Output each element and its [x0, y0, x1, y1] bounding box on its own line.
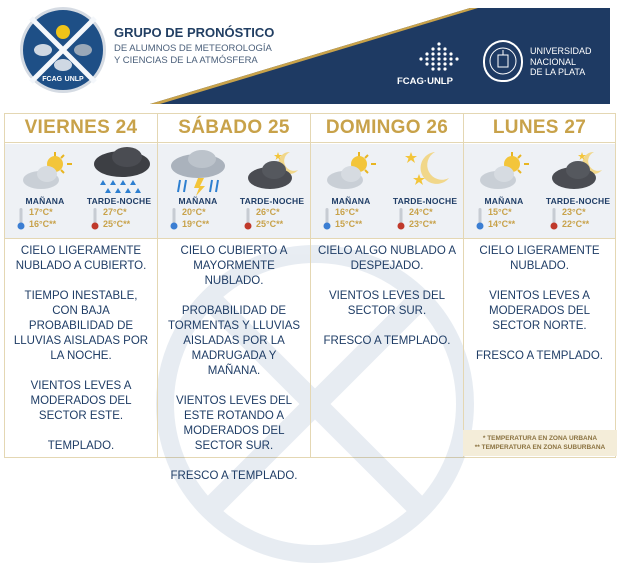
morning-period — [317, 196, 385, 229]
unlp-line2: NACIONAL — [530, 56, 577, 67]
evening-period — [391, 196, 459, 229]
desc-line: CIELO LIGERAMENTE NUBLADO A CUBIERTO. — [15, 245, 147, 272]
day-column — [311, 114, 464, 457]
temp-urban: 17°C* — [29, 207, 53, 217]
evening-label: TARDE-NOCHE — [545, 196, 611, 206]
thermometer-cold-icon — [17, 208, 25, 230]
temp-suburban: 22°C** — [562, 219, 590, 229]
morning-period — [470, 196, 538, 229]
desc-line: CIELO LIGERAMENTE NUBLADO. — [479, 245, 600, 272]
desc-line: VIENTOS LEVES A MODERADOS DEL SECTOR ESTE. — [30, 380, 132, 422]
moon-stars-icon — [397, 148, 453, 194]
temperature-note — [463, 430, 617, 456]
group-subtitle-line1: DE ALUMNOS DE METEOROLOGÍA — [114, 43, 272, 54]
thermometer-hot-icon — [91, 208, 99, 230]
evening-temps — [256, 206, 283, 230]
desc-line: TIEMPO INESTABLE, CON BAJA PROBABILIDAD DE LLUVIAS AISLADAS POR LA NOCHE. — [13, 290, 149, 362]
sun-cloud-icon — [19, 150, 75, 192]
unlp-line3: DE LA PLATA — [530, 67, 586, 77]
desc-line: VIENTOS LEVES DEL SECTOR SUR. — [328, 290, 446, 317]
weather-panel — [464, 144, 615, 239]
evening-label: TARDE-NOCHE — [239, 196, 305, 206]
thermometer-cold-icon — [170, 208, 178, 230]
group-subtitle — [114, 43, 284, 67]
morning-label: MAÑANA — [484, 196, 524, 206]
morning-period — [11, 196, 79, 229]
day-header: LUNES 27 — [464, 114, 615, 143]
temp-suburban: 25°C** — [103, 219, 131, 229]
morning-label: MAÑANA — [178, 196, 218, 206]
note-urban: * TEMPERATURA EN ZONA URBANA — [482, 435, 598, 442]
temp-urban: 26°C* — [256, 207, 280, 217]
morning-temps — [29, 206, 56, 230]
sun-cloud-icon — [476, 150, 532, 192]
storm-cloud-icon — [168, 148, 230, 198]
weather-panel — [311, 144, 463, 239]
logo-caption: FCAG — [42, 76, 63, 83]
desc-line: FRESCO A TEMPLADO. — [476, 350, 603, 362]
day-column — [158, 114, 311, 482]
logo-caption-sub: UNLP — [64, 76, 84, 83]
group-subtitle-line2: Y CIENCIAS DE LA ATMÓSFERA — [114, 55, 258, 66]
desc-line: PROBABILIDAD DE TORMENTAS Y LLUVIAS AISLADAS POR LA MADRUGADA Y MAÑANA. — [167, 305, 301, 377]
unlp-seal-icon — [483, 40, 523, 82]
thermometer-hot-icon — [397, 208, 405, 230]
group-title: GRUPO DE PRONÓSTICO — [114, 25, 275, 40]
desc-line: CIELO ALGO NUBLADO A DESPEJADO. — [317, 245, 457, 272]
weather-panel — [5, 144, 157, 239]
day-header: SÁBADO 25 — [158, 114, 310, 143]
desc-line: FRESCO A TEMPLADO. — [323, 335, 451, 347]
sun-cloud-icon — [323, 150, 379, 192]
evening-temps — [562, 206, 589, 230]
temp-suburban: 23°C** — [409, 219, 437, 229]
temp-urban: 27°C* — [103, 207, 127, 217]
forecast-description — [464, 244, 615, 379]
note-suburban: ** TEMPERATURA EN ZONA SUBURBANA — [474, 444, 606, 451]
temp-suburban: 19°C** — [182, 219, 210, 229]
moon-cloud-icon — [246, 148, 302, 192]
forecast-description — [311, 244, 463, 364]
fcag-text: FCAG·UNLP — [397, 76, 453, 87]
day-header: VIERNES 24 — [5, 114, 157, 143]
morning-temps — [335, 206, 362, 230]
temp-suburban: 14°C** — [488, 219, 516, 229]
unlp-line1: UNIVERSIDAD — [530, 46, 592, 56]
desc-line: VIENTOS LEVES DEL ESTE ROTANDO A MODERADOS DEL SECTOR SUR. — [175, 395, 293, 452]
evening-label: TARDE-NOCHE — [392, 196, 458, 206]
morning-temps — [488, 206, 515, 230]
header — [0, 0, 620, 104]
evening-period — [85, 196, 153, 229]
day-column — [5, 114, 158, 457]
evening-label: TARDE-NOCHE — [86, 196, 152, 206]
forecast-table — [4, 113, 616, 482]
morning-label: MAÑANA — [331, 196, 371, 206]
evening-period — [544, 196, 612, 229]
thermometer-hot-icon — [244, 208, 252, 230]
thermometer-cold-icon — [323, 208, 331, 230]
temp-suburban: 15°C** — [335, 219, 363, 229]
temp-urban: 24°C* — [409, 207, 433, 217]
morning-temps — [182, 206, 209, 230]
desc-line: CIELO CUBIERTO A MAYORMENTE NUBLADO. — [180, 245, 288, 287]
forecast-description — [5, 244, 157, 469]
temp-suburban: 16°C** — [29, 219, 57, 229]
weather-panel — [158, 144, 310, 239]
desc-line: VIENTOS LEVES A MODERADOS DEL SECTOR NORTE. — [489, 290, 590, 332]
desc-line: TEMPLADO. — [47, 440, 115, 452]
forecast-description — [158, 244, 310, 499]
temp-urban: 15°C* — [488, 207, 512, 217]
temp-suburban: 25°C** — [256, 219, 284, 229]
evening-temps — [103, 206, 130, 230]
day-column — [464, 114, 616, 457]
unlp-name — [530, 46, 592, 78]
temp-urban: 20°C* — [182, 207, 206, 217]
heavy-rain-cloud-icon — [91, 146, 153, 198]
morning-label: MAÑANA — [25, 196, 65, 206]
group-logo — [20, 7, 106, 93]
thermometer-hot-icon — [550, 208, 558, 230]
evening-period — [238, 196, 306, 229]
moon-cloud-icon — [550, 148, 606, 192]
evening-temps — [409, 206, 436, 230]
temp-urban: 23°C* — [562, 207, 586, 217]
temp-urban: 16°C* — [335, 207, 359, 217]
thermometer-cold-icon — [476, 208, 484, 230]
desc-line: FRESCO A TEMPLADO. — [170, 470, 298, 482]
morning-period — [164, 196, 232, 229]
day-header: DOMINGO 26 — [311, 114, 463, 143]
